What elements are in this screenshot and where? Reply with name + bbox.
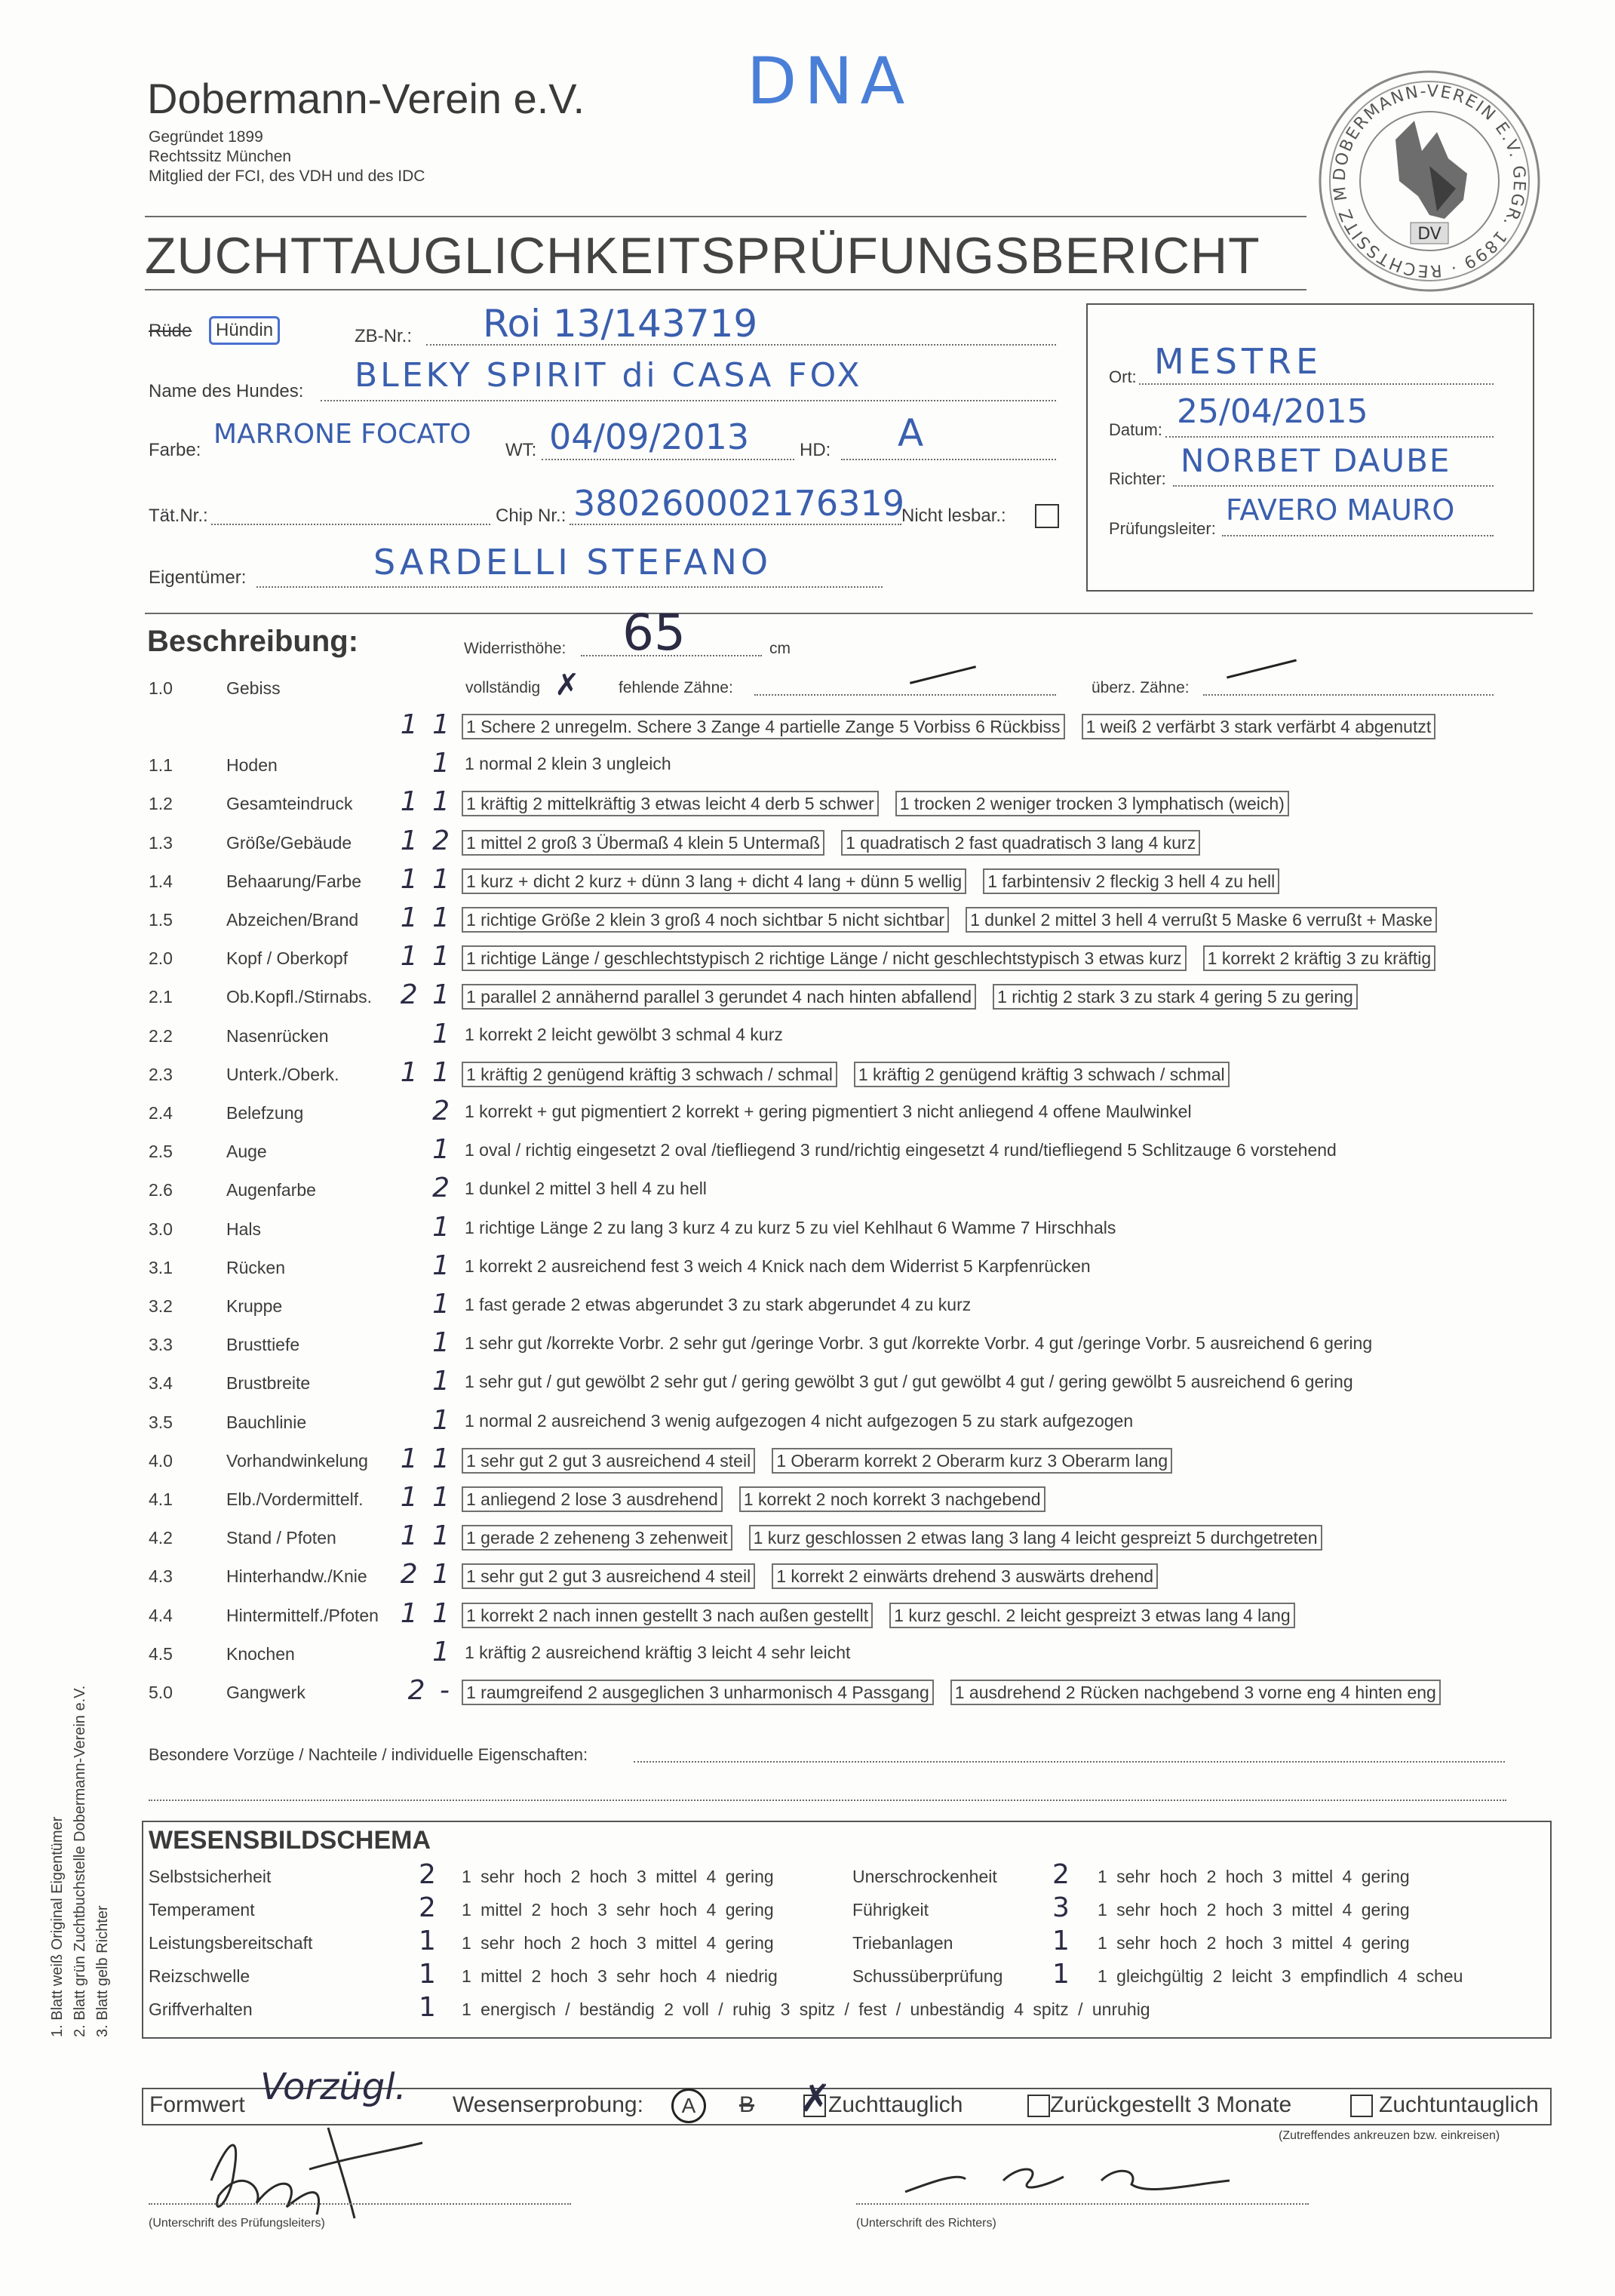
row-marks: 2 1: [400, 1559, 453, 1591]
row-number: 4.5: [149, 1643, 173, 1664]
row-options: [462, 1409, 1153, 1435]
row-number: 4.0: [149, 1450, 173, 1471]
temperament-options[interactable]: 1 mittel 2 hoch 3 sehr hoch 4 gering: [462, 1900, 774, 1919]
temperament-mark: 2: [419, 1892, 436, 1923]
row-number: 2.1: [149, 987, 173, 1007]
row-marks: 2: [432, 1096, 453, 1126]
row-options: [462, 830, 1217, 856]
info-rule: [145, 613, 1533, 614]
row-options: [462, 1216, 1135, 1242]
row-option-group-b[interactable]: 1 kurz geschlossen 2 etwas lang 3 lang 4 leicht gespreizt 5 durchgetreten: [749, 1525, 1322, 1551]
row-options: [462, 945, 1452, 971]
row-marks: 1 1: [400, 1056, 453, 1088]
club-name: Dobermann-Verein e.V.: [147, 75, 585, 122]
row-marks: 1 1: [400, 941, 453, 973]
leader-signature: [196, 2113, 453, 2226]
over-teeth-label: überz. Zähne:: [1092, 679, 1190, 696]
row-label: Kruppe: [226, 1296, 283, 1316]
row-options: [462, 1680, 1457, 1705]
hd-line: [841, 459, 1056, 460]
row-label: Abzeichen/Brand: [226, 910, 359, 930]
row-option-group-a[interactable]: 1 fast gerade 2 etwas abgerundet 3 zu stark abgerundet 4 zu kurz: [465, 1295, 972, 1314]
row-number: 2.4: [149, 1103, 173, 1123]
height-label: Widerristhöhe:: [464, 640, 566, 657]
suitable-check-mark: ✗: [800, 2076, 831, 2120]
row-marks: 1 1: [400, 1482, 453, 1513]
row-label: Bauchlinie: [226, 1412, 307, 1432]
row-number: 1.4: [149, 871, 173, 891]
row-number: 1.3: [149, 832, 173, 853]
handwritten-dna-note: DNA: [747, 44, 913, 119]
assessment-row: [0, 1020, 1615, 1058]
assessment-row: [0, 1367, 1615, 1405]
row-options: [462, 1293, 990, 1319]
tat-label: Tät.Nr.:: [149, 506, 208, 526]
row-option-group-a[interactable]: 1 kräftig 2 genügend kräftig 3 schwach / schmal: [462, 1062, 837, 1087]
row-label: Hoden: [226, 755, 278, 776]
temperament-mark: 3: [1052, 1892, 1070, 1923]
row-option-group-a[interactable]: 1 sehr gut / gut gewölbt 2 sehr gut / gering gewölbt 3 gut / gut gewölbt 4 gut / gering gewölbt 5 ausreichend 6 gering: [465, 1372, 1353, 1392]
instruction-note: (Zutreffendes ankreuzen bzw. einkreisen): [1279, 2129, 1500, 2142]
row-option-group-a[interactable]: 1 dunkel 2 mittel 3 hell 4 zu hell: [465, 1179, 707, 1199]
row-options: [462, 791, 1306, 816]
row-option-group-a[interactable]: 1 Schere 2 unregelm. Schere 3 Zange 4 partielle Zange 5 Vorbiss 6 Rückbiss: [462, 714, 1065, 739]
row-options: [462, 907, 1454, 933]
judge-signature-caption: (Unterschrift des Richters): [856, 2217, 996, 2230]
unsuitable-label: Zuchtuntauglich: [1379, 2092, 1539, 2117]
row-option-group-a[interactable]: 1 kräftig 2 mittelkräftig 3 etwas leicht 4 derb 5 schwer: [462, 791, 879, 816]
row-label: Vorhandwinkelung: [226, 1450, 368, 1471]
margin-copy-3: 3. Blatt gelb Richter: [94, 1905, 111, 2037]
zb-label: ZB-Nr.:: [355, 326, 412, 346]
assessment-row: [0, 1290, 1615, 1328]
svg-text:DV: DV: [1417, 225, 1442, 244]
over-teeth-dash: [1227, 659, 1297, 679]
club-seat: Rechtssitz München: [149, 148, 292, 165]
formwert-label: Formwert: [149, 2092, 245, 2117]
assessment-row: [0, 865, 1615, 903]
row-marks: 1: [432, 1249, 453, 1281]
row-option-group-b[interactable]: 1 farbintensiv 2 fleckig 3 hell 4 zu hell: [983, 868, 1279, 894]
assessment-row: [0, 1560, 1615, 1598]
assessment-row: [0, 1329, 1615, 1366]
judge-signature: [890, 2150, 1252, 2203]
row-option-group-a[interactable]: 1 kräftig 2 ausreichend kräftig 3 leicht 4 sehr leicht: [465, 1642, 851, 1662]
temperament-options[interactable]: 1 sehr hoch 2 hoch 3 mittel 4 gering: [1098, 1933, 1410, 1953]
row-option-group-a[interactable]: 1 oval / richtig eingesetzt 2 oval /tiefliegend 3 rund/richtig eingesetzt 4 rund/tiefliegend 5 Schlitzauge 6 vorstehend: [465, 1140, 1337, 1160]
remarks-line-2: [149, 1800, 1506, 1801]
row-marks: 1: [432, 748, 453, 779]
row-number: 3.0: [149, 1219, 173, 1239]
margin-copy-2: 2. Blatt grün Zuchtbuchstelle Dobermann-Verein e.V.: [72, 1685, 88, 2037]
deferred-checkbox[interactable]: [1027, 2095, 1050, 2117]
row-options: [462, 1023, 803, 1049]
row-marks: 1 1: [400, 863, 453, 895]
assessment-row: [0, 1597, 1615, 1637]
judge-signature-line: [856, 2203, 1309, 2205]
row-label: Unterk./Oberk.: [226, 1064, 339, 1084]
row-option-group-b[interactable]: 1 korrekt 2 noch korrekt 3 nachgebend: [739, 1486, 1045, 1512]
row-option-group-b[interactable]: 1 quadratisch 2 fast quadratisch 3 lang 4 kurz: [841, 830, 1200, 856]
suitable-label: Zuchttauglich: [828, 2092, 963, 2117]
row-label: Rücken: [226, 1257, 285, 1277]
row-number: 3.5: [149, 1412, 173, 1432]
row-label: Hintermittelf./Pfoten: [226, 1605, 379, 1625]
unsuitable-checkbox[interactable]: [1350, 2095, 1373, 2117]
temperament-label: Temperament: [149, 1900, 255, 1919]
row-options: [462, 1641, 870, 1667]
color-label: Farbe:: [149, 440, 201, 460]
row-label: Augenfarbe: [226, 1180, 316, 1200]
deferred-label: Zurückgestellt 3 Monate: [1050, 2092, 1292, 2117]
assessment-row: [0, 827, 1615, 865]
hd-label: HD:: [800, 440, 831, 460]
over-teeth-line: [1203, 694, 1494, 696]
row-number: 3.2: [149, 1296, 173, 1316]
row-option-group-b[interactable]: 1 Oberarm korrekt 2 Oberarm kurz 3 Oberarm lang: [772, 1448, 1172, 1474]
remarks-label: Besondere Vorzüge / Nachteile / individuelle Eigenschaften:: [149, 1745, 588, 1764]
assessment-row: [0, 1213, 1615, 1251]
row-label: Auge: [226, 1142, 267, 1162]
row-option-group-a[interactable]: 1 mittel 2 groß 3 Übermaß 4 klein 5 Untermaß: [462, 830, 824, 856]
row-marks: 2: [432, 1173, 453, 1204]
row-option-group-a[interactable]: 1 korrekt 2 nach innen gestellt 3 nach außen gestellt: [462, 1603, 873, 1628]
leader-label: Prüfungsleiter:: [1109, 519, 1216, 538]
row-label: Hals: [226, 1219, 262, 1239]
row-number: 2.0: [149, 948, 173, 969]
wt-line: [542, 459, 794, 460]
row-option-group-a[interactable]: 1 richtige Länge / geschlechtstypisch 2 richtige Länge / nicht geschlechtstypisch 3 etwas kurz: [462, 945, 1187, 971]
chip-value: 380260002176319: [573, 483, 904, 524]
temperament-options[interactable]: 1 sehr hoch 2 hoch 3 mittel 4 gering: [1098, 1867, 1410, 1886]
assessment-row: [0, 1638, 1615, 1676]
assessment-row: [0, 1445, 1615, 1483]
complete-crossed-mark: ✗: [554, 668, 580, 702]
row-option-group-a[interactable]: 1 sehr gut /korrekte Vorbr. 2 sehr gut /geringe Vorbr. 3 gut /korrekte Vorbr. 4 gut /geringe Vorbr. 5 ausreichend 6 gering: [465, 1333, 1373, 1354]
judge-label: Richter:: [1109, 469, 1166, 488]
owner-line: [256, 586, 883, 588]
tat-line: [211, 524, 490, 525]
row-number: 2.3: [149, 1064, 173, 1084]
row-marks: 1 1: [400, 786, 453, 818]
temperament-label: Führigkeit: [852, 1900, 929, 1919]
row-number: 2.2: [149, 1025, 173, 1046]
judge-line: [1173, 485, 1494, 487]
test-b-option[interactable]: B: [739, 2092, 755, 2117]
temperament-label: Griffverhalten: [149, 1999, 253, 2019]
leader-signature-line: [149, 2203, 571, 2205]
assessment-row: [0, 711, 1615, 748]
row-options: [462, 1563, 1174, 1589]
row-label: Hinterhandw./Knie: [226, 1566, 367, 1587]
owner-value: SARDELLI STEFANO: [373, 542, 772, 582]
row-options: [462, 1370, 1373, 1396]
row-number: 3.4: [149, 1373, 173, 1394]
row-label: Nasenrücken: [226, 1025, 329, 1046]
row-options: [462, 1525, 1339, 1551]
row-option-group-a[interactable]: 1 normal 2 ausreichend 3 wenig aufgezogen 4 nicht aufgezogen 5 zu stark aufgezogen: [465, 1410, 1134, 1431]
row-label: Knochen: [226, 1643, 295, 1664]
chip-line: [570, 524, 901, 525]
row-option-group-b[interactable]: 1 weiß 2 verfärbt 3 stark verfärbt 4 abgenutzt: [1082, 714, 1436, 739]
wt-value: 04/09/2013: [549, 416, 750, 457]
row-option-group-b[interactable]: 1 kräftig 2 genügend kräftig 3 schwach / schmal: [854, 1062, 1230, 1087]
gebiss-label: Gebiss: [226, 678, 281, 698]
club-seal: [1316, 68, 1543, 294]
wt-label: WT:: [505, 440, 537, 460]
row-option-group-b[interactable]: 1 dunkel 2 mittel 3 hell 4 verrußt 5 Maske 6 verrußt + Maske: [966, 907, 1437, 933]
row-marks: 1 1: [400, 1520, 453, 1552]
row-options: [462, 1332, 1392, 1357]
row-option-group-a[interactable]: 1 korrekt 2 ausreichend fest 3 weich 4 Knick nach dem Widerrist 5 Karpfenrücken: [465, 1256, 1091, 1276]
row-label: Größe/Gebäude: [226, 832, 352, 853]
date-line: [1165, 436, 1494, 438]
row-marks: 1: [432, 1404, 453, 1436]
temperament-options[interactable]: 1 mittel 2 hoch 3 sehr hoch 4 niedrig: [462, 1966, 778, 1986]
row-number: 1.1: [149, 755, 173, 776]
sex-male-label: Rüde: [149, 321, 192, 341]
row-number: 4.4: [149, 1605, 173, 1625]
row-option-group-b[interactable]: 1 korrekt 2 einwärts drehend 3 auswärts drehend: [772, 1563, 1158, 1589]
row-number: 1.2: [149, 794, 173, 814]
unreadable-label: Nicht lesbar.:: [901, 506, 1006, 526]
row-number: 4.3: [149, 1566, 173, 1587]
temperament-label: Reizschwelle: [149, 1966, 250, 1986]
color-value: MARRONE FOCATO: [213, 419, 471, 450]
height-value: 65: [622, 604, 686, 662]
row-option-group-a[interactable]: 1 korrekt 2 leicht gewölbt 3 schmal 4 kurz: [465, 1024, 783, 1044]
unreadable-checkbox[interactable]: [1035, 504, 1059, 528]
report-title: ZUCHTTAUGLICHKEITSPRÜFUNGSBERICHT: [145, 227, 1260, 284]
header-rule: [145, 216, 1306, 217]
formwert-value: Vorzügl.: [260, 2066, 407, 2108]
row-option-group-b[interactable]: 1 korrekt 2 kräftig 3 zu kräftig: [1203, 945, 1436, 971]
temperament-options[interactable]: 1 gleichgültig 2 leicht 3 empfindlich 4 scheu: [1098, 1966, 1463, 1986]
temperament-label: Selbstsicherheit: [149, 1867, 272, 1886]
name-label: Name des Hundes:: [149, 381, 304, 401]
title-rule: [145, 289, 1306, 290]
row-options: [462, 1603, 1312, 1628]
row-marks: 1 1: [400, 709, 453, 740]
test-label: Wesenserprobung:: [453, 2092, 643, 2117]
temperament-label: Unerschrockenheit: [852, 1867, 997, 1886]
row-option-group-b[interactable]: 1 trocken 2 weniger trocken 3 lymphatisch (weich): [895, 791, 1289, 816]
row-options: [462, 1062, 1246, 1087]
temperament-mark: 2: [1052, 1859, 1070, 1890]
row-label: Gangwerk: [226, 1683, 305, 1702]
row-options: [462, 752, 691, 778]
row-label: Brusttiefe: [226, 1335, 300, 1355]
place-value: MESTRE: [1154, 341, 1323, 382]
row-option-group-a[interactable]: 1 gerade 2 zeheneng 3 zehenweit: [462, 1525, 732, 1551]
row-option-group-b[interactable]: 1 ausdrehend 2 Rücken nachgebend 3 vorne eng 4 hinten eng: [950, 1680, 1441, 1705]
row-marks: 1: [432, 1636, 453, 1667]
complete-label: vollständig: [465, 679, 541, 696]
assessment-row: [0, 1249, 1615, 1289]
row-label: Kopf / Oberkopf: [226, 948, 348, 969]
club-founded: Gegründet 1899: [149, 128, 263, 146]
row-label: Elb./Vordermittelf.: [226, 1489, 364, 1509]
assessment-row: [0, 1097, 1615, 1135]
row-options: [462, 1448, 1189, 1474]
assessment-row: [0, 1677, 1615, 1714]
date-label: Datum:: [1109, 420, 1162, 439]
row-label: Behaarung/Farbe: [226, 871, 362, 891]
row-option-group-a[interactable]: 1 normal 2 klein 3 ungleich: [465, 754, 671, 774]
assessment-row: [0, 1056, 1615, 1096]
judge-value: NORBET DAUBE: [1181, 442, 1451, 479]
temperament-mark: 1: [1052, 1926, 1070, 1956]
temperament-mark: 1: [419, 1992, 436, 2023]
row-marks: 1: [432, 1134, 453, 1166]
leader-signature-icon: [196, 2113, 453, 2226]
row-number: 3.1: [149, 1257, 173, 1277]
description-heading: Beschreibung:: [147, 625, 359, 658]
temperament-mark: 1: [419, 1926, 436, 1956]
temperament-options[interactable]: 1 sehr hoch 2 hoch 3 mittel 4 gering: [1098, 1900, 1410, 1919]
missing-teeth-dash: [910, 665, 976, 684]
missing-teeth-line: [754, 694, 1056, 696]
temperament-options[interactable]: 1 sehr hoch 2 hoch 3 mittel 4 gering: [462, 1933, 774, 1953]
row-option-group-a[interactable]: 1 kurz + dicht 2 kurz + dünn 3 lang + dicht 4 lang + dünn 5 wellig: [462, 868, 966, 894]
club-membership: Mitglied der FCI, des VDH und des IDC: [149, 168, 425, 185]
row-option-group-a[interactable]: 1 sehr gut 2 gut 3 ausreichend 4 steil: [462, 1563, 755, 1589]
row-number: 4.2: [149, 1528, 173, 1548]
leader-value: FAVERO MAURO: [1226, 493, 1455, 527]
row-label: Stand / Pfoten: [226, 1528, 336, 1548]
remarks-line-1: [634, 1761, 1505, 1763]
sex-female-label: Hündin: [209, 316, 280, 345]
row-number: 5.0: [149, 1683, 173, 1702]
row-marks: 1 1: [400, 1443, 453, 1474]
row-option-group-a[interactable]: 1 richtige Größe 2 klein 3 groß 4 noch sichtbar 5 nicht sichtbar: [462, 907, 949, 933]
row-option-group-b[interactable]: 1 richtig 2 stark 3 zu stark 4 gering 5 zu gering: [993, 984, 1358, 1010]
row-number: 4.1: [149, 1489, 173, 1509]
assessment-row: [0, 904, 1615, 942]
test-a-circled[interactable]: A: [671, 2089, 706, 2123]
row-marks: 1: [432, 1211, 453, 1243]
row-options: [462, 1100, 1211, 1126]
row-marks: 1 1: [400, 902, 453, 933]
row-marks: 1: [432, 1289, 453, 1320]
leader-line: [1222, 535, 1494, 536]
row-marks: 2 1: [400, 979, 453, 1011]
row-marks: 1 1: [400, 1597, 453, 1629]
row-number: 1.5: [149, 910, 173, 930]
row-option-group-a[interactable]: 1 sehr gut 2 gut 3 ausreichend 4 steil: [462, 1448, 755, 1474]
row-marks: 2 -: [407, 1675, 453, 1706]
row-options: [462, 1486, 1062, 1512]
assessment-row: [0, 1483, 1615, 1521]
name-line: [321, 400, 1056, 401]
temperament-options[interactable]: 1 sehr hoch 2 hoch 3 mittel 4 gering: [462, 1867, 774, 1886]
assessment-row: [0, 942, 1615, 980]
row-options: [462, 1177, 726, 1203]
seal-logo-icon: [1316, 68, 1543, 294]
row-option-group-b[interactable]: 1 kurz geschl. 2 leicht gespreizt 3 etwas lang 4 lang: [889, 1603, 1294, 1628]
row-options: [462, 1255, 1110, 1280]
row-options: [462, 714, 1452, 739]
assessment-row: [0, 1136, 1615, 1173]
temperament-mark: 2: [419, 1859, 436, 1890]
row-option-group-a[interactable]: 1 anliegend 2 lose 3 ausdrehend: [462, 1486, 723, 1512]
temperament-label: Schussüberprüfung: [852, 1966, 1003, 1986]
row-marks: 1 2: [400, 825, 453, 856]
temperament-mark: 1: [1052, 1959, 1070, 1990]
row-options: [462, 868, 1296, 894]
row-number: 3.3: [149, 1335, 173, 1355]
row-option-group-a[interactable]: 1 richtige Länge 2 zu lang 3 kurz 4 zu kurz 5 zu viel Kehlhaut 6 Wamme 7 Hirschhals: [465, 1217, 1116, 1237]
row-option-group-a[interactable]: 1 raumgreifend 2 ausgeglichen 3 unharmonisch 4 Passgang: [462, 1680, 934, 1705]
row-marks: 1: [432, 1366, 453, 1397]
assessment-row: [0, 1174, 1615, 1212]
assessment-row: [0, 788, 1615, 825]
row-label: Ob.Kopfl./Stirnabs.: [226, 987, 373, 1007]
zb-value: Roi 13/143719: [483, 302, 758, 346]
place-label: Ort:: [1109, 367, 1137, 386]
assessment-row: [0, 1406, 1615, 1444]
gebiss-number: 1.0: [149, 678, 173, 698]
dog-name-value: BLEKY SPIRIT di CASA FOX: [355, 356, 863, 395]
row-marks: 1: [432, 1327, 453, 1359]
assessment-row: [0, 749, 1615, 787]
row-option-group-a[interactable]: 1 parallel 2 annähernd parallel 3 gerundet 4 nach hinten abfallend: [462, 984, 976, 1010]
row-option-group-a[interactable]: 1 korrekt + gut pigmentiert 2 korrekt + gering pigmentiert 3 nicht anliegend 4 offene Maulwinkel: [465, 1102, 1192, 1121]
hd-value: A: [898, 411, 924, 455]
temperament-label: Triebanlagen: [852, 1933, 953, 1953]
temperament-heading: WESENSBILDSCHEMA: [149, 1826, 431, 1855]
margin-copy-1: 1. Blatt weiß Original Eigentümer: [49, 1816, 66, 2037]
height-unit: cm: [769, 640, 791, 657]
row-number: 2.5: [149, 1142, 173, 1162]
row-options: [462, 1139, 1356, 1164]
row-label: Brustbreite: [226, 1373, 311, 1394]
leader-signature-caption: (Unterschrift des Prüfungsleiters): [149, 2217, 325, 2230]
row-label: Gesamteindruck: [226, 794, 353, 814]
row-number: 2.6: [149, 1180, 173, 1200]
svg-text:DOBERMANN-VEREIN E.V. GEGR. 18: DOBERMANN-VEREIN E.V. GEGR. 1899 · RECHTSSITZ M: [1330, 81, 1529, 281]
owner-label: Eigentümer:: [149, 567, 247, 588]
row-marks: 1: [432, 1018, 453, 1050]
temperament-options[interactable]: 1 energisch / beständig 2 voll / ruhig 3 spitz / fest / unbeständig 4 spitz / unruhig: [462, 1999, 1150, 2019]
date-value: 25/04/2015: [1177, 392, 1368, 431]
judge-signature-icon: [890, 2150, 1252, 2203]
temperament-mark: 1: [419, 1959, 436, 1990]
row-label: Belefzung: [226, 1103, 304, 1123]
chip-label: Chip Nr.:: [496, 506, 566, 526]
missing-teeth-label: fehlende Zähne:: [619, 679, 733, 696]
assessment-row: [0, 981, 1615, 1019]
assessment-row: [0, 1522, 1615, 1560]
row-options: [462, 984, 1374, 1010]
place-line: [1139, 383, 1494, 385]
temperament-label: Leistungsbereitschaft: [149, 1933, 313, 1953]
